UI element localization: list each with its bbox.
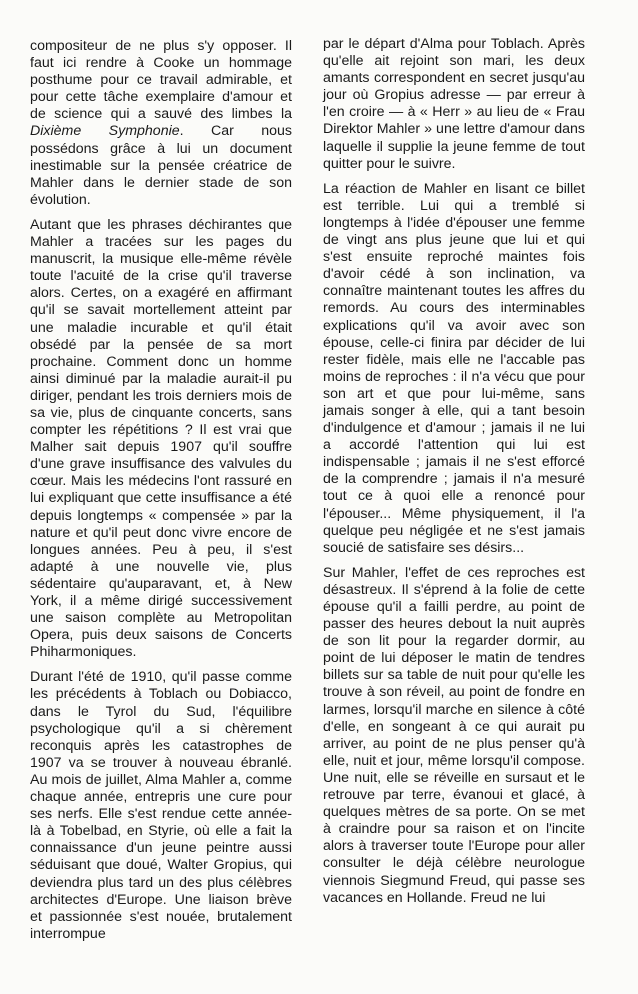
work-title: Dixième Symphonie [30, 123, 180, 140]
paragraph: Sur Mahler, l'effet de ces reproches est désastreux. Il s'éprend à la folie de cette épouse qu'il a failli perdre, au point de passer des heures debout la nuit auprès de son lit pour la regarder dormir, au point de lui déposer le matin de tendres billets sur sa table de nuit pour qu'elle les trouve à son réveil, au point de fondre en larmes, lorsqu'il marche en silence à côté d'elle, en songeant à ce qui aurait pu arriver, au point de ne plus penser qu'à elle, nuit et jour, même lorsqu'il compose. Une nuit, elle se réveille en sursaut et le retrouve par terre, évanoui et glacé, à quelques mètres de sa porte. On se met à craindre pour sa raison et on l'incite alors à traverser toute l'Europe pour aller consulter le déjà célèbre neurologue viennois Siegmund Freud, qui passe ses vacances en Hollande. Freud ne lui [323, 564, 585, 906]
paragraph: Durant l'été de 1910, qu'il passe comme les précédents à Toblach ou Dobiacco, dans le Tyrol du Sud, l'équilibre psychologique qu'il a si chèrement reconquis après les catastrophes de 1907 va se trouver à nouveau ébranlé. Au mois de juillet, Alma Mahler a, comme chaque année, entrepris une cure pour ses nerfs. Elle s'est rendue cette année-là à Tobelbad, en Styrie, où elle a fait la connaissance d'un jeune peintre aussi séduisant que doué, Walter Gropius, qui deviendra plus tard un des plus célèbres architectes d'Europe. Une liaison brève et passionnée s'est nouée, brutalement interrompue [30, 669, 292, 942]
left-column [30, 38, 292, 951]
paragraph-text: . Car nous possédons grâce à lui un document inestimable sur la pensée créatrice de Mahler dans le dernier stade de son évolution. [30, 123, 292, 208]
paragraph [30, 38, 292, 209]
paragraph: par le départ d'Alma pour Toblach. Après qu'elle ait rejoint son mari, les deux amants correspondent en secret jusqu'au jour où Gropius adresse — par erreur à l'en croire — à « Herr » au lieu de « Frau Direktor Mahler » une lettre d'amour dans laquelle il supplie la jeune femme de tout quitter pour le suivre. [323, 36, 585, 172]
paragraph: La réaction de Mahler en lisant ce billet est terrible. Lui qui a tremblé si longtemps à l'idée d'épouser une femme de vingt ans plus jeune que lui et qui s'est ensuite reproché maintes fois d'avoir cédé à son inclination, va connaître maintenant toutes les affres du remords. Au cours des interminables explications qu'il va avoir avec son épouse, celle-ci finira par décider de lui rester fidèle, mais elle ne l'accable pas moins de reproches : il n'a vécu que pour son art et que pour lui-même, sans jamais songer à elle, qui a tant besoin d'indulgence et d'amour ; jamais il ne lui a accordé l'attention qui lui est indispensable ; jamais il ne s'est efforcé de la comprendre ; jamais il n'a mesuré tout ce à quoi elle a renoncé pour l'épouser... Même physiquement, il l'a quelque peu négligée et ne s'est jamais soucié de satisfaire ses désirs... [323, 180, 585, 556]
paragraph: Autant que les phrases déchirantes que Mahler a tracées sur les pages du manuscrit, la musique elle-même révèle toute l'acuité de la crise qu'il traverse alors. Certes, on a exagéré en affirmant qu'il se savait mortellement atteint par une maladie incurable et qu'il était obsédé par la pensée de sa mort prochaine. Comment donc un homme ainsi diminué par la maladie aurait-il pu diriger, pendant les trois derniers mois de sa vie, plus de cinquante concerts, sans compter les répétitions ? Il est vrai que Malher sait depuis 1907 qu'il souffre d'une grave insuffisance des valvules du cœur. Mais les médecins l'ont rassuré en lui expliquant que cette insuffisance a été depuis longtemps « compensée » par la nature et qu'il peut donc vivre encore de longues années. Peu à peu, il s'est adapté à une nouvelle vie, plus sédentaire qu'auparavant, et, à New York, il a même dirigé successivement une saison complète au Metropolitan Opera, puis deux saisons de Concerts Phiharmoniques. [30, 216, 292, 661]
right-column [323, 36, 585, 915]
paragraph-text: compositeur de ne plus s'y opposer. Il faut ici rendre à Cooke un hommage posthume pour ce travail admirable, et pour cette tâche exemplaire d'amour et de science qui a sauvé des limbes la [30, 38, 292, 123]
